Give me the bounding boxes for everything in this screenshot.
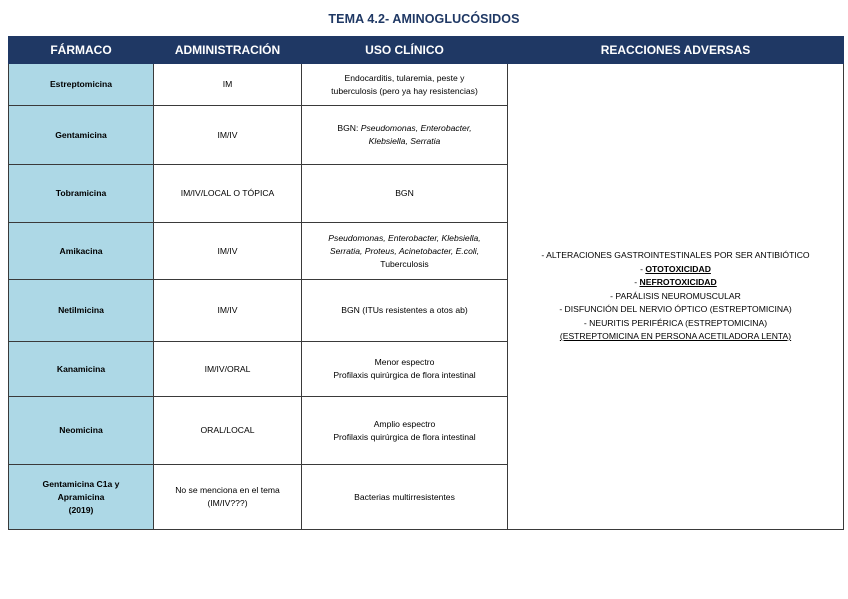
page-title: TEMA 4.2- AMINOGLUCÓSIDOS bbox=[328, 12, 520, 26]
administration-cell: IM/IV bbox=[154, 280, 302, 342]
adverse-reaction-item: - DISFUNCIÓN DEL NERVIO ÓPTICO (ESTREPTOMICINA) bbox=[559, 304, 792, 315]
administration-cell: IM/IV/ORAL bbox=[154, 342, 302, 397]
clinical-use-cell: Bacterias multirresistentes bbox=[302, 465, 508, 530]
clinical-use-cell: BGN bbox=[302, 165, 508, 223]
drug-cell: Netilmicina bbox=[9, 280, 154, 342]
adverse-reaction-item: - ALTERACIONES GASTROINTESTINALES POR SER ANTIBIÓTICO bbox=[541, 250, 810, 261]
header-uso-clinico: USO CLÍNICO bbox=[302, 37, 508, 64]
drug-cell: Neomicina bbox=[9, 397, 154, 465]
drug-cell: Tobramicina bbox=[9, 165, 154, 223]
administration-cell: IM/IV bbox=[154, 223, 302, 280]
administration-cell: IM/IV bbox=[154, 106, 302, 165]
clinical-use-cell: Endocarditis, tularemia, peste y tuberculosis (pero ya hay resistencias) bbox=[302, 64, 508, 106]
adverse-reactions-cell bbox=[508, 64, 844, 530]
drug-cell: Gentamicina bbox=[9, 106, 154, 165]
table-row bbox=[9, 64, 844, 106]
drug-cell: Kanamicina bbox=[9, 342, 154, 397]
adverse-reaction-item: - NEFROTOXICIDAD bbox=[634, 277, 717, 288]
clinical-use-cell: Pseudomonas, Enterobacter, Klebsiella, Serratia, Proteus, Acinetobacter, E.coli, Tuberculosis bbox=[302, 223, 508, 280]
header-farmaco: FÁRMACO bbox=[9, 37, 154, 64]
administration-cell: No se menciona en el tema (IM/IV???) bbox=[154, 465, 302, 530]
table-header-row bbox=[9, 37, 844, 64]
table-body bbox=[9, 64, 844, 530]
header-administracion: ADMINISTRACIÓN bbox=[154, 37, 302, 64]
drug-cell: Gentamicina C1a y Apramicina (2019) bbox=[9, 465, 154, 530]
clinical-use-cell: BGN: Pseudomonas, Enterobacter, Klebsiella, Serratia bbox=[302, 106, 508, 165]
administration-cell: ORAL/LOCAL bbox=[154, 397, 302, 465]
administration-cell: IM/IV/LOCAL O TÓPICA bbox=[154, 165, 302, 223]
clinical-use-cell: Menor espectro Profilaxis quirúrgica de flora intestinal bbox=[302, 342, 508, 397]
clinical-use-cell: BGN (ITUs resistentes a otos ab) bbox=[302, 280, 508, 342]
adverse-reaction-item: - NEURITIS PERIFÉRICA (ESTREPTOMICINA) bbox=[583, 317, 768, 328]
administration-cell: IM bbox=[154, 64, 302, 106]
adverse-reaction-item: - PARÁLISIS NEUROMUSCULAR bbox=[610, 290, 741, 301]
drug-cell: Amikacina bbox=[9, 223, 154, 280]
drug-cell: Estreptomicina bbox=[9, 64, 154, 106]
header-reacciones-adversas: REACCIONES ADVERSAS bbox=[508, 37, 844, 64]
adverse-reaction-item: (ESTREPTOMICINA EN PERSONA ACETILADORA LENTA) bbox=[559, 331, 792, 342]
adverse-reaction-item: - OTOTOXICIDAD bbox=[640, 263, 711, 274]
clinical-use-cell: Amplio espectro Profilaxis quirúrgica de flora intestinal bbox=[302, 397, 508, 465]
aminoglycosides-table bbox=[8, 36, 844, 530]
